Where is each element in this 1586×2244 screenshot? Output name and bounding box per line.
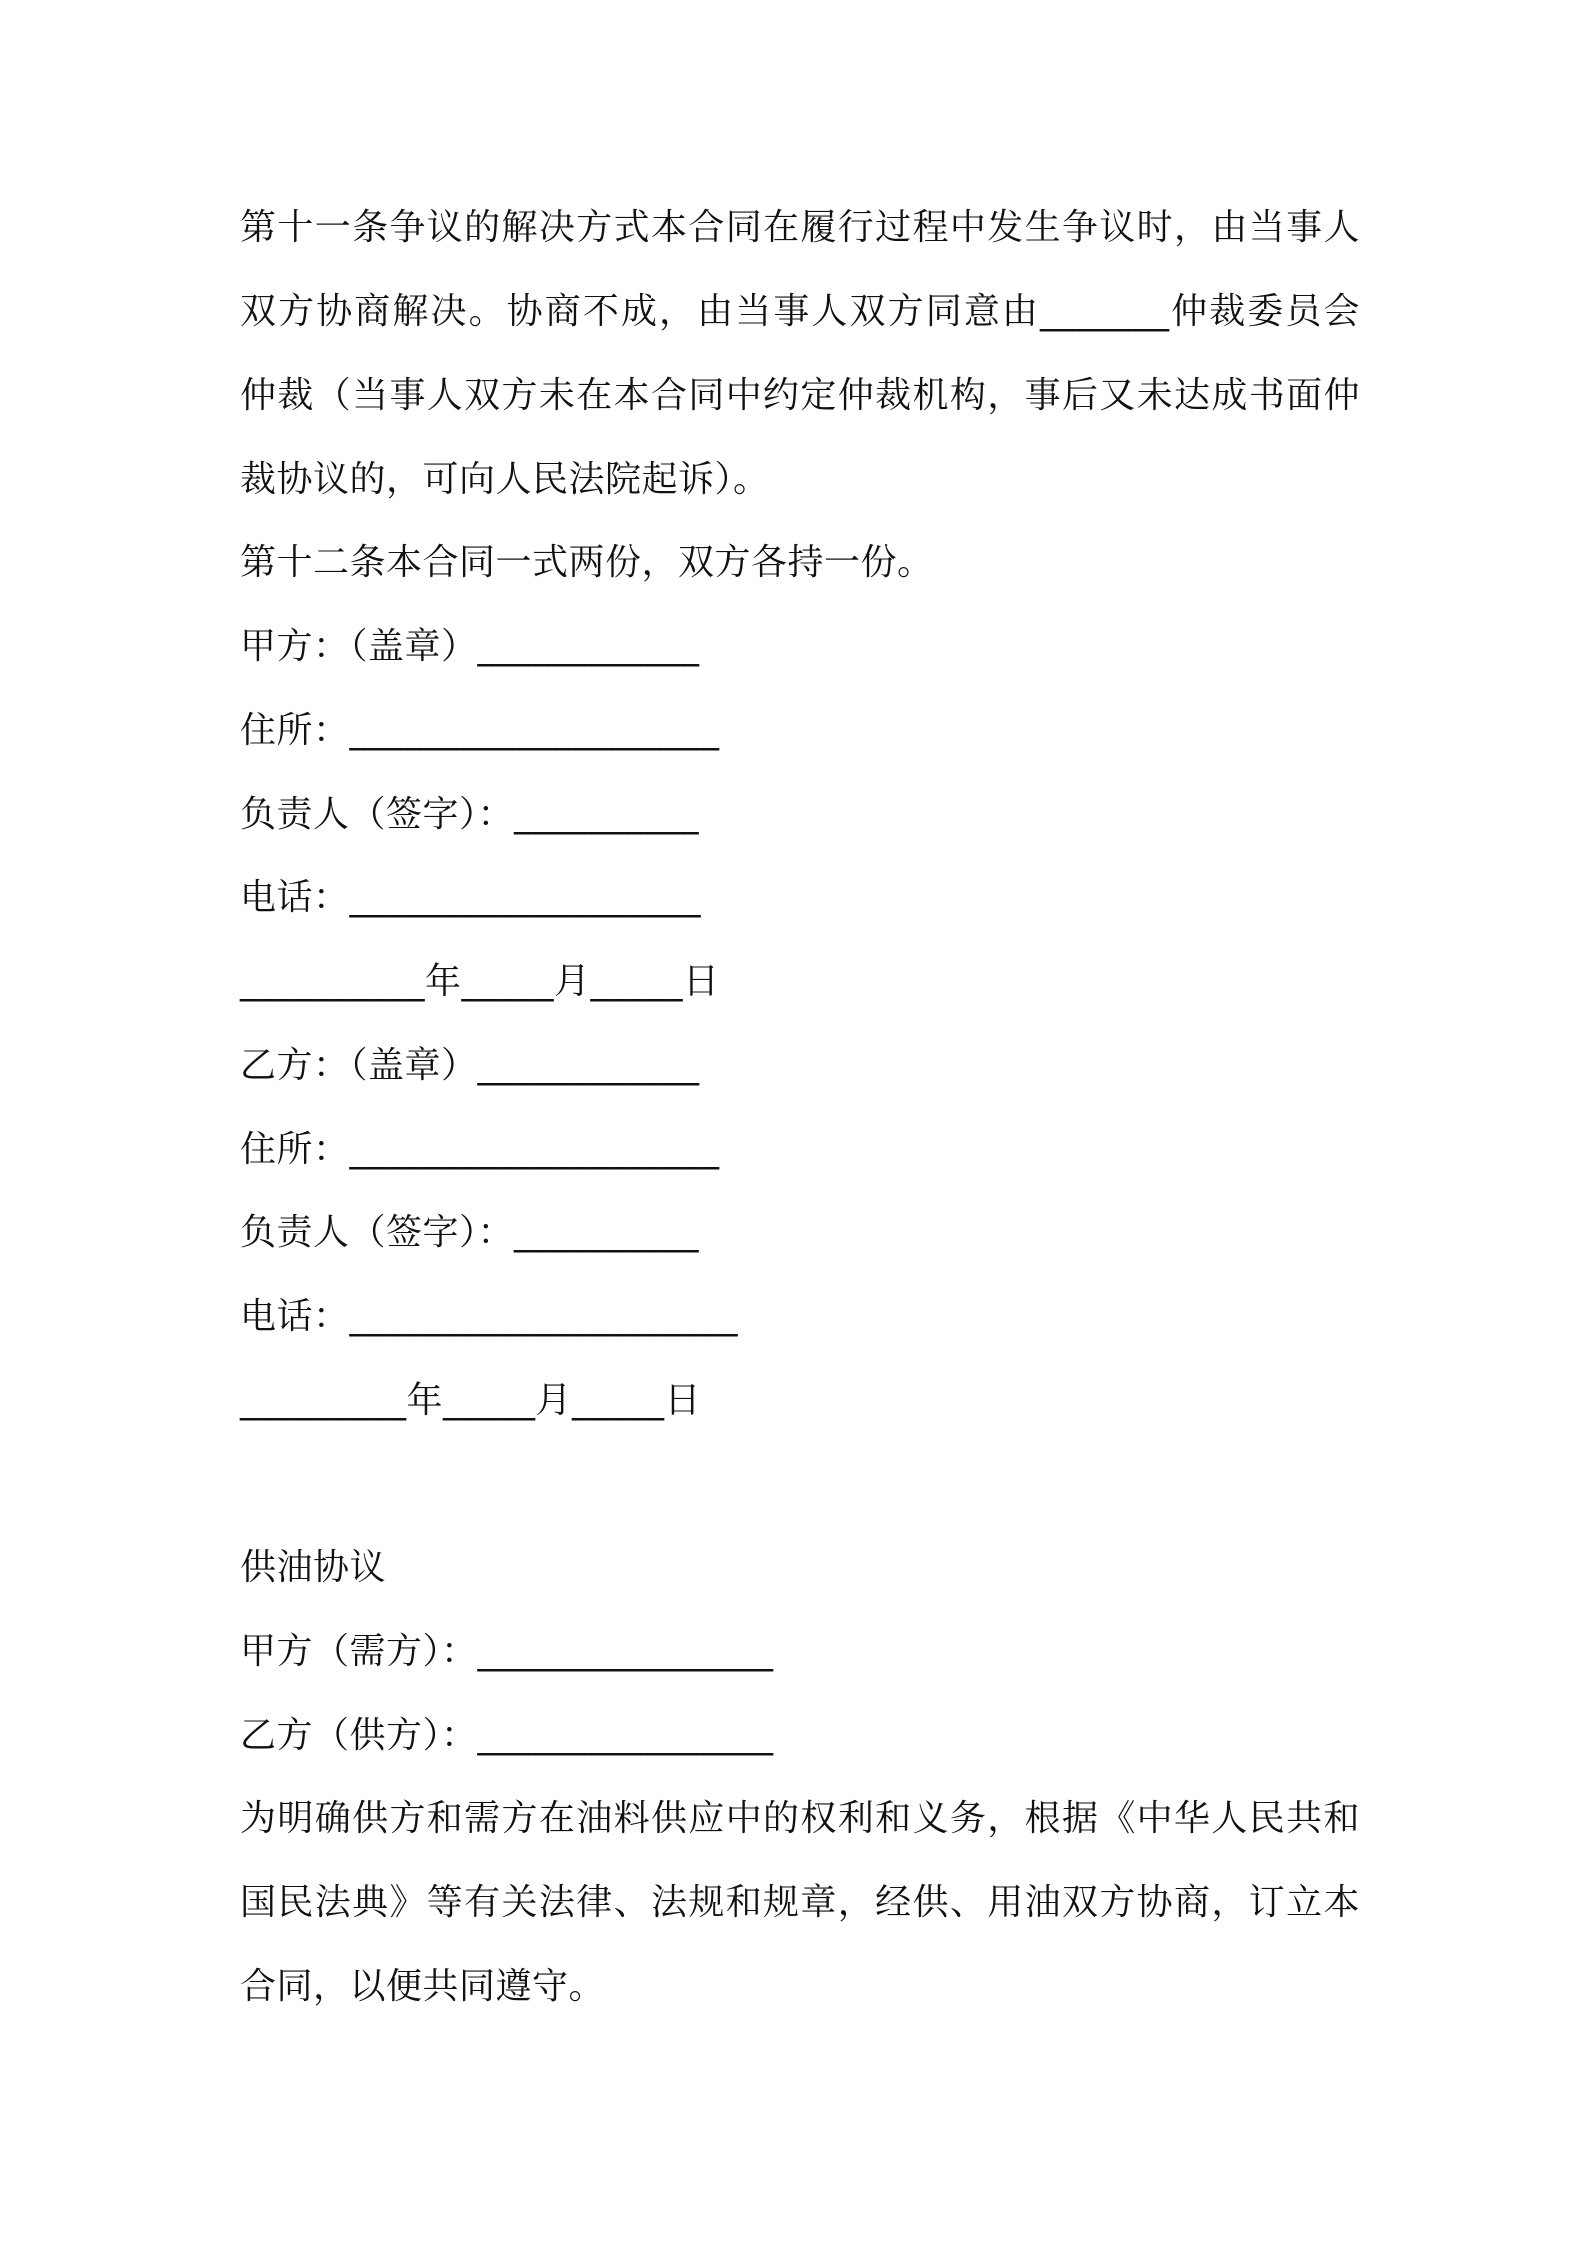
party-a-phone-line: 电话：___________________ bbox=[240, 877, 702, 918]
preamble-line-3: 合同，以便共同遵守。 bbox=[240, 1966, 606, 2007]
party-a-date-line: __________年_____月_____日 bbox=[240, 961, 720, 1002]
article-11-line-1: 第十一条争议的解决方式本合同在履行过程中发生争议时，由当事人 bbox=[240, 207, 1360, 248]
oil-agreement-title: 供油协议 bbox=[240, 1547, 387, 1588]
article-11-line-3: 仲裁（当事人双方未在本合同中约定仲裁机构，事后又未达成书面仲 bbox=[240, 375, 1360, 416]
party-a-signatory-line: 负责人（签字）：__________ bbox=[240, 794, 700, 835]
party-b-signatory-line: 负责人（签字）：__________ bbox=[240, 1212, 700, 1253]
party-b-phone-line: 电话：_____________________ bbox=[240, 1296, 739, 1337]
article-12-line: 第十二条本合同一式两份，双方各持一份。 bbox=[240, 542, 934, 583]
party-b-date-line: _________年_____月_____日 bbox=[240, 1380, 701, 1421]
party-a-address-line: 住所：____________________ bbox=[240, 710, 720, 751]
article-11-line-2: 双方协商解决。协商不成，由当事人双方同意由_______仲裁委员会 bbox=[240, 291, 1360, 332]
party-b-address-line: 住所：____________________ bbox=[240, 1129, 720, 1170]
buyer-line: 甲方（需方）：________________ bbox=[240, 1631, 774, 1672]
party-b-seal-line: 乙方：（盖章）____________ bbox=[240, 1045, 700, 1086]
preamble-line-2: 国民法典》等有关法律、法规和规章，经供、用油双方协商，订立本 bbox=[240, 1882, 1360, 1923]
preamble-line-1: 为明确供方和需方在油料供应中的权利和义务，根据《中华人民共和 bbox=[240, 1798, 1360, 1839]
supplier-line: 乙方（供方）：________________ bbox=[240, 1715, 774, 1756]
party-a-seal-line: 甲方：（盖章）____________ bbox=[240, 626, 700, 667]
article-11-line-4: 裁协议的，可向人民法院起诉）。 bbox=[240, 459, 770, 500]
